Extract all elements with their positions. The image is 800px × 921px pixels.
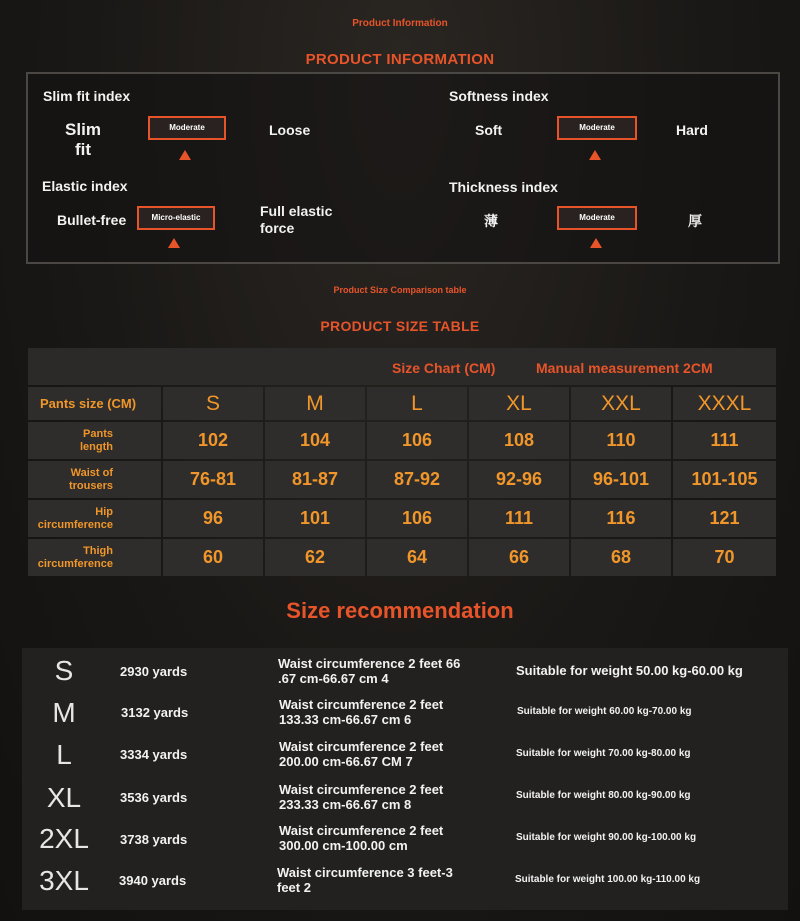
table-cell: 110 [571,422,671,459]
product-information-caption: Product Information [352,18,448,29]
rec-size: XL [46,782,82,813]
rec-yards: 2930 yards [120,664,188,679]
row-label-pants-length: Pants length [28,422,161,459]
elastic-value-box: Micro-elastic [137,206,215,230]
softness-right-label: Hard [676,122,708,138]
table-cell: 108 [469,422,569,459]
rec-weight: Suitable for weight 60.00 kg-70.00 kg [517,706,692,717]
table-cell: 60 [163,539,263,576]
slim-fit-value-box: Moderate [148,116,226,140]
size-header: XXXL [673,387,776,420]
rec-waist: Waist circumference 2 feet 66 .67 cm-66.67 cm 4 [278,656,461,686]
size-header: XL [469,387,569,420]
rec-waist: Waist circumference 2 feet 133.33 cm-66.67 cm 6 [279,697,444,727]
table-cell: 111 [469,500,569,537]
corner-label: Pants size (CM) [40,396,137,411]
rec-weight: Suitable for weight 100.00 kg-110.00 kg [515,874,701,885]
softness-index-title: Softness index [449,88,549,104]
product-information-title: PRODUCT INFORMATION [305,51,495,68]
rec-waist: Waist circumference 2 feet 233.33 cm-66.67 cm 8 [279,782,444,812]
rec-yards: 3738 yards [120,832,188,847]
rec-waist: Waist circumference 2 feet 200.00 cm-66.67 CM 7 [279,739,444,769]
thickness-marker-icon [590,238,602,248]
slim-fit-index-title: Slim fit index [43,88,131,104]
row-label-waist: Waist of trousers [28,461,161,498]
thickness-right-label: 厚 [688,214,702,230]
rec-weight: Suitable for weight 90.00 kg-100.00 kg [516,832,697,843]
rec-size: M [52,697,76,728]
table-cell: 81-87 [265,461,365,498]
table-cell: 101 [265,500,365,537]
row-label-thigh: Thigh circumference [28,539,161,576]
elastic-marker-icon [168,238,180,248]
rec-weight: Suitable for weight 50.00 kg-60.00 kg [516,663,743,678]
rec-weight: Suitable for weight 80.00 kg-90.00 kg [516,790,691,801]
slim-fit-marker-icon [179,150,191,160]
measurement-note: Manual measurement 2CM [536,360,713,376]
size-header: L [367,387,467,420]
table-cell: 68 [571,539,671,576]
rec-yards: 3940 yards [119,873,187,888]
table-cell: 111 [673,422,776,459]
table-cell: 92-96 [469,461,569,498]
table-cell: 96-101 [571,461,671,498]
slim-fit-left-label: Slim fit [65,120,101,159]
table-cell: 104 [265,422,365,459]
rec-waist: Waist circumference 2 feet 300.00 cm-100.00 cm [279,823,444,853]
table-cell: 121 [673,500,776,537]
product-info-panel [26,72,780,264]
rec-size: 2XL [39,823,89,854]
size-recommendation-title: Size recommendation [286,598,514,623]
thickness-left-label: 薄 [484,214,498,230]
table-cell: 102 [163,422,263,459]
table-cell: 106 [367,500,467,537]
table-cell: 62 [265,539,365,576]
size-table-title: PRODUCT SIZE TABLE [320,318,480,334]
size-table-corner [28,387,161,420]
rec-size: S [54,655,74,686]
softness-value-box: Moderate [557,116,637,140]
rec-size: L [56,739,72,770]
table-cell: 70 [673,539,776,576]
table-cell: 66 [469,539,569,576]
rec-yards: 3536 yards [120,790,188,805]
table-cell: 106 [367,422,467,459]
thickness-value-box: Moderate [557,206,637,230]
rec-weight: Suitable for weight 70.00 kg-80.00 kg [516,748,691,759]
table-cell: 76-81 [163,461,263,498]
size-table-banner [28,348,776,385]
softness-left-label: Soft [475,122,503,138]
row-label-hip: Hip circumference [28,500,161,537]
size-header: S [163,387,263,420]
table-cell: 101-105 [673,461,776,498]
rec-size: 3XL [39,865,89,896]
rec-yards: 3334 yards [120,747,188,762]
table-cell: 64 [367,539,467,576]
size-header: M [265,387,365,420]
elastic-right-label: Full elastic force [260,203,333,236]
size-comparison-caption: Product Size Comparison table [333,285,467,295]
softness-marker-icon [589,150,601,160]
table-cell: 116 [571,500,671,537]
table-cell: 96 [163,500,263,537]
elastic-index-title: Elastic index [42,178,128,194]
slim-fit-right-label: Loose [269,122,311,138]
size-header: XXL [571,387,671,420]
table-cell: 87-92 [367,461,467,498]
size-chart-label: Size Chart (CM) [392,360,496,376]
thickness-index-title: Thickness index [449,179,558,195]
elastic-left-label: Bullet-free [57,212,127,228]
rec-waist: Waist circumference 3 feet-3 feet 2 [277,865,453,895]
rec-yards: 3132 yards [121,705,189,720]
